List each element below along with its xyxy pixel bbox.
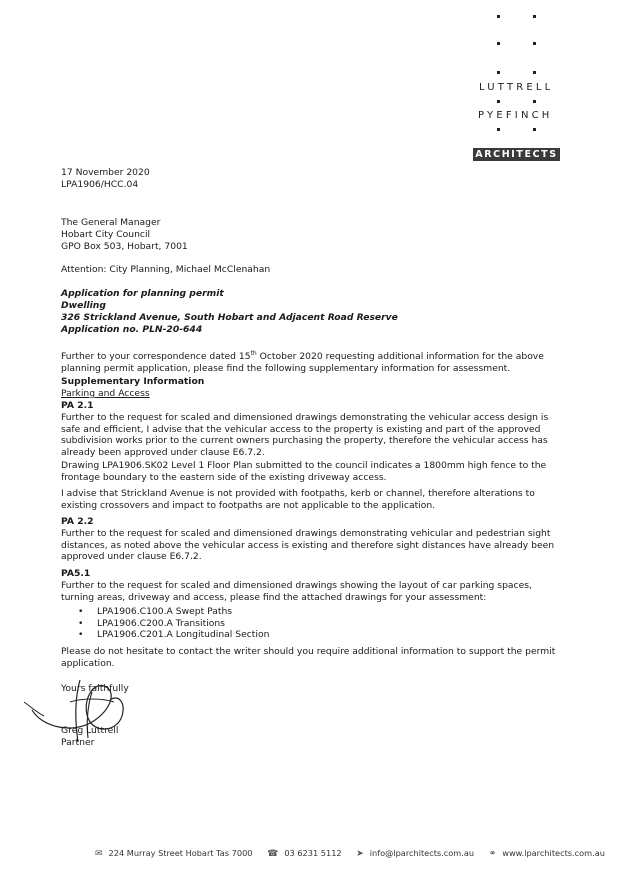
logo-dot <box>497 15 500 18</box>
list-item: • LPA1906.C200.A Transitions <box>78 618 269 630</box>
footer-phone <box>267 848 348 859</box>
subject-line: Dwelling <box>61 300 106 311</box>
logo-dot <box>533 100 536 103</box>
subject-line: Application for planning permit <box>61 288 224 299</box>
logo-dot <box>497 42 500 45</box>
list-item: • LPA1906.C100.A Swept Paths <box>78 606 269 618</box>
logo-dot <box>533 128 536 131</box>
logo-word-luttrell: LUTTRELL <box>479 82 554 93</box>
footer-web-text: www.lparchitects.com.au <box>502 848 605 858</box>
send-icon: ➤ <box>356 849 364 859</box>
logo-word-pyefinch: PYEFINCH <box>478 110 553 121</box>
footer-email <box>356 848 480 859</box>
phone-icon: ☎ <box>267 849 279 859</box>
pa-heading: PA 2.2 <box>61 516 94 527</box>
body-paragraph: Further to the request for scaled and dimensioned drawings showing the layout of car parking spaces, turning areas, driveway and access, please find the attached drawings for your assessment: <box>61 580 532 603</box>
architects-badge: ARCHITECTS <box>473 148 560 161</box>
attention-line: Attention: City Planning, Michael McClenahan <box>61 264 271 275</box>
pa-heading: PA 2.1 <box>61 400 94 411</box>
subject-line: Application no. PLN-20-644 <box>61 324 203 335</box>
letter-date: 17 November 2020 <box>61 167 150 178</box>
logo-dot <box>497 128 500 131</box>
logo-dot <box>497 71 500 74</box>
footer-phone-text: 03 6231 5112 <box>284 848 342 858</box>
logo-dot <box>533 42 536 45</box>
closing-paragraph: Please do not hesitate to contact the writer should you require additional information to support the permit application. <box>61 646 556 669</box>
footer-address-text: 224 Murray Street Hobart Tas 7000 <box>108 848 253 858</box>
body-paragraph: Drawing LPA1906.SK02 Level 1 Floor Plan submitted to the council indicates a 1800mm high fence to the frontage boundary to the eastern side of the existing driveway access. <box>61 460 547 483</box>
body-paragraph: Further to the request for scaled and dimensioned drawings demonstrating vehicular and pedestrian sight distances, as noted above the vehicular access is existing and therefore sight distances have already been approved under clause E6.7.2. <box>61 528 555 563</box>
mail-icon: ✉ <box>95 849 103 859</box>
recipient-line: The General Manager <box>61 217 161 228</box>
intro-paragraph <box>61 348 561 374</box>
intro-text: October 2020 requesting additional information for the above planning permit application, please find the following supplementary information for assessment. <box>61 351 544 374</box>
recipient-line: GPO Box 503, Hobart, 7001 <box>61 241 188 252</box>
logo-dot <box>497 100 500 103</box>
logo-dot <box>533 15 536 18</box>
list-item: • LPA1906.C201.A Longitudinal Section <box>78 629 269 641</box>
intro-text: Further to your correspondence dated 15 <box>61 351 251 363</box>
intro-superscript: th <box>250 350 257 357</box>
logo-dot <box>533 71 536 74</box>
recipient-line: Hobart City Council <box>61 229 151 240</box>
footer-email-text: info@lparchitects.com.au <box>369 848 475 858</box>
signer-name: Greg Luttrell <box>61 725 119 736</box>
letter-reference: LPA1906/HCC.04 <box>61 179 139 190</box>
letter-footer <box>95 848 617 859</box>
subject-line: 326 Strickland Avenue, South Hobart and Adjacent Road Reserve <box>61 312 398 323</box>
body-paragraph: Further to the request for scaled and dimensioned drawings demonstrating the vehicular access design is safe and efficient, I advise that the vehicular access to the property is existing and part of the approved subdivision works prior to the current owners purchasing the property, therefore the vehicular access has already been approved under clause E6.7.2. <box>61 412 549 458</box>
section-heading: Supplementary Information <box>61 376 205 387</box>
footer-web <box>489 848 611 859</box>
pa-heading: PA5.1 <box>61 568 91 579</box>
web-icon: ⚭ <box>488 849 497 859</box>
signoff: Yours faithfully <box>61 683 129 694</box>
subsection-heading: Parking and Access <box>61 388 150 399</box>
footer-address <box>95 848 259 859</box>
drawing-list <box>78 606 269 641</box>
body-paragraph: I advise that Strickland Avenue is not provided with footpaths, kerb or channel, therefore alterations to existing crossovers and impact to footpaths are not applicable to the application. <box>61 488 535 511</box>
signer-title: Partner <box>61 737 95 748</box>
